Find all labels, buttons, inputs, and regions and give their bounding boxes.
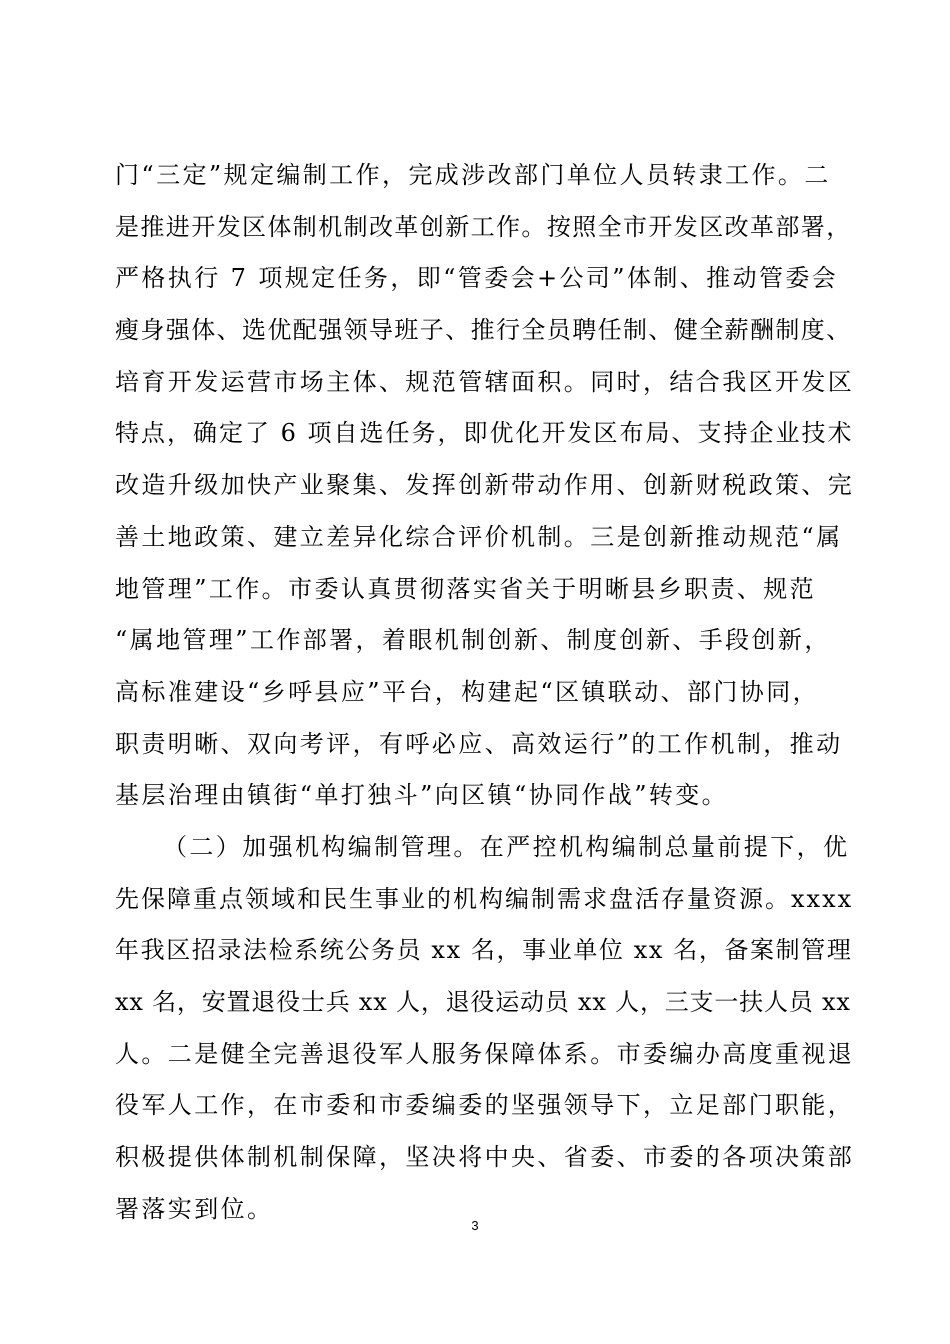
page-number: 3 — [471, 1218, 479, 1233]
text-line: 职责明晰、双向考评，有呼必应、高效运行”的工作机制，推动 — [115, 729, 843, 758]
text-line: 人。二是健全完善退役军人服务保障体系。市委编办高度重视退 — [115, 1039, 855, 1068]
text-line: 瘦身强体、选优配强领导班子、推行全员聘任制、健全薪酬制度、 — [115, 316, 852, 345]
text-line: 严格执行 7 项规定任务，即“管委会+公司”体制、推动管委会 — [115, 264, 839, 293]
body-text — [115, 150, 855, 1235]
text-line: 署落实到位。 — [115, 1194, 274, 1223]
text-line: 培育开发运营市场主体、规范管辖面积。同时，结合我区开发区 — [115, 367, 855, 396]
text-line: 门“三定”规定编制工作，完成涉改部门单位人员转隶工作。二 — [115, 161, 831, 189]
text-line: 先保障重点领域和民生事业的机构编制需求盘活存量资源。xxxx — [115, 884, 854, 913]
text-line: 善土地政策、建立差异化综合评价机制。三是创新推动规范“属 — [115, 522, 843, 551]
text-line: 基层治理由镇街“单打独斗”向区镇“协同作战”转变。 — [115, 781, 729, 810]
text-line: 积极提供体制机制保障，坚决将中央、省委、市委的各项决策部 — [115, 1143, 855, 1172]
text-line: 高标准建设“乡呼县应”平台，构建起“区镇联动、部门协同， — [115, 677, 820, 706]
paragraph-heading-line: （二）加强机构编制管理。在严控机构编制总量前提下，优 — [163, 832, 850, 861]
text-line: 是推进开发区体制机制改革创新工作。按照全市开发区改革部署， — [115, 212, 852, 241]
text-line: 特点，确定了 6 项自选任务，即优化开发区布局、支持企业技术 — [115, 419, 854, 448]
text-line: 改造升级加快产业聚集、发挥创新带动作用、创新财税政策、完 — [115, 471, 855, 500]
text-line: “属地管理”工作部署，着眼机制创新、制度创新、手段创新， — [115, 626, 831, 655]
text-line: xx 名，安置退役士兵 xx 人，退役运动员 xx 人，三支一扶人员 xx — [115, 988, 851, 1016]
text-line: 年我区招录法检系统公务员 xx 名，事业单位 xx 名，备案制管理 — [115, 936, 853, 965]
text-line: 役军人工作，在市委和市委编委的坚强领导下，立足部门职能， — [115, 1091, 855, 1120]
text-line: 地管理”工作。市委认真贯彻落实省关于明晰县乡职责、规范 — [115, 574, 817, 603]
